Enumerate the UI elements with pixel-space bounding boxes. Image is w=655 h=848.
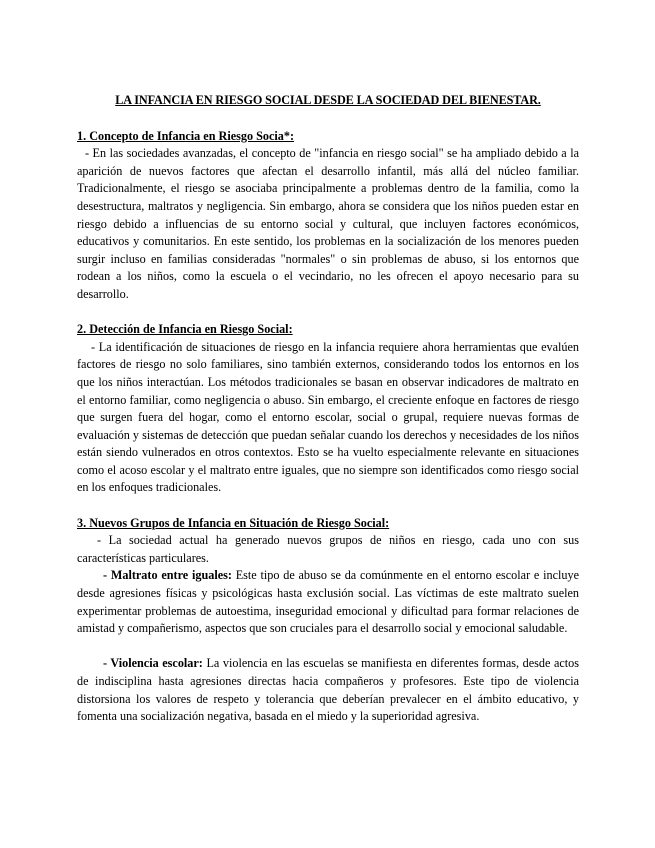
section-3-item-school-violence bbox=[77, 655, 579, 725]
spacer bbox=[77, 304, 579, 322]
document-page bbox=[77, 92, 579, 726]
section-3-intro: - La sociedad actual ha generado nuevos grupos de niños en riesgo, cada uno con sus características particulares. bbox=[77, 533, 579, 565]
section-3-heading: 3. Nuevos Grupos de Infancia en Situación de Riesgo Social: bbox=[77, 515, 390, 530]
item-text-bullying: Este tipo de abuso se da comúnmente en el entorno escolar e incluye desde agresiones físicas y psicológicas hasta exclusión social. Las víctimas de este maltrato suelen experimentar problemas de autoestima, inseguridad emocional y dificultad para formar relaciones de amistad y compañerismo, aspectos que son cruciales para el desarrollo social y emocional saludable. bbox=[77, 568, 579, 636]
document-title: LA INFANCIA EN RIESGO SOCIAL DESDE LA SOCIEDAD DEL BIENESTAR. bbox=[115, 93, 541, 107]
section-3-item-bullying bbox=[77, 567, 579, 637]
section-1-paragraph: - En las sociedades avanzadas, el concepto de "infancia en riesgo social" se ha ampliado debido a la aparición de nuevos factores que afectan el desarrollo infantil, más allá del núcleo familiar. Tradicionalmente, el riesgo se asociaba principalmente a problemas dentro de la familia, como la desestructura, maltratos y negligencia. Sin embargo, ahora se considera que los niños pueden estar en riesgo debido a influencias de su entorno social y cultural, que incluyen factores económicos, educativos y comunitarios. En este sentido, los problemas en la socialización de los menores pueden surgir incluso en familias consideradas "normales" o sin problemas de abuso, si los entornos que rodean a los niños, como la escuela o el vecindario, no les ofrecen el apoyo necesario para su desarrollo. bbox=[77, 146, 579, 301]
item-label-school-violence: - Violencia escolar: bbox=[103, 656, 203, 671]
item-label-bullying: - Maltrato entre iguales: bbox=[103, 568, 232, 583]
section-2-heading: 2. Detección de Infancia en Riesgo Social: bbox=[77, 322, 293, 337]
section-1-heading: 1. Concepto de Infancia en Riesgo Socia*: bbox=[77, 128, 295, 143]
item-text-school-violence: La violencia en las escuelas se manifiesta en diferentes formas, desde actos de indisciplina hasta agresiones directas hacia compañeros y profesores. Este tipo de violencia distorsiona los valores de respeto y tolerancia que deberían prevalecer en el ámbito educativo, y fomenta una socialización negativa, basada en el miedo y la superioridad agresiva. bbox=[77, 656, 580, 724]
spacer bbox=[77, 638, 579, 656]
section-2-paragraph: - La identificación de situaciones de riesgo en la infancia requiere ahora herramientas que evalúen factores de riesgo no solo familiares, sino también externos, considerando todos los entornos en los que los niños interactúan. Los métodos tradicionales se basan en observar indicadores de maltrato en el entorno familiar, como negligencia o abuso. Sin embargo, el creciente enfoque en factores de riesgo que surgen fuera del hogar, como el entorno escolar, social o grupal, requiere nuevas formas de evaluación y sistemas de detección que puedan señalar cuando los derechos y necesidades de los niños están siendo vulnerados en otros contextos. Esto se ha vuelto especialmente relevante en situaciones como el acoso escolar y el maltrato entre iguales, que no siempre son identificados como riesgo social en los enfoques tradicionales. bbox=[77, 339, 579, 495]
spacer bbox=[77, 497, 579, 515]
